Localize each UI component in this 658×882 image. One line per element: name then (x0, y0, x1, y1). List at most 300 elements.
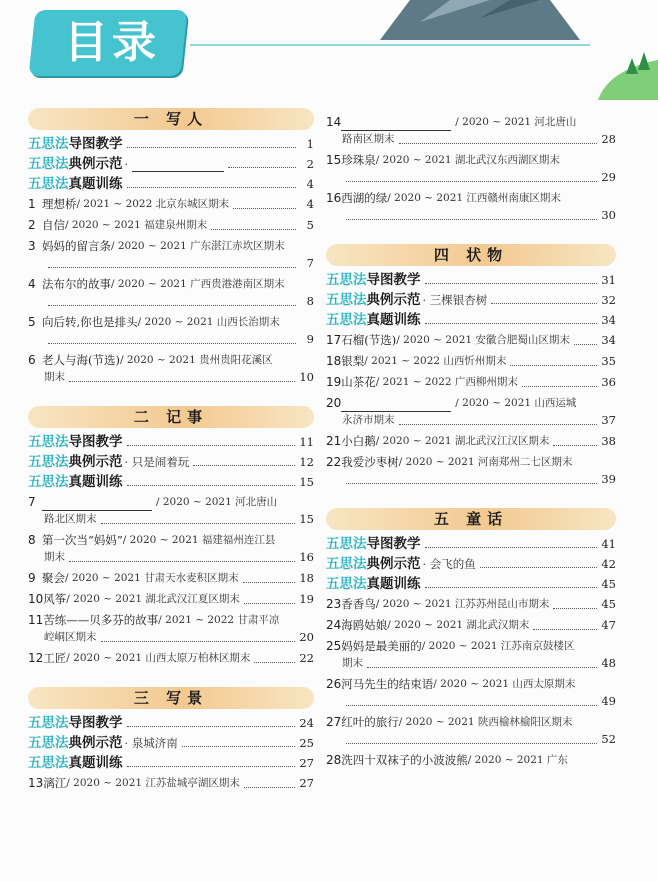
entry-source: / 2020 ~ 2021 湖北武汉江夏区期末 (66, 593, 240, 605)
toc-entry[interactable] (326, 431, 616, 452)
leader-dots (127, 766, 296, 767)
section-gap (326, 226, 616, 236)
toc-item-title: 典例示范 (366, 556, 421, 572)
entry-line (326, 617, 616, 634)
toc-entry[interactable] (28, 589, 314, 610)
brand-label: 五思法 (28, 755, 69, 771)
section-header: 一 写人 (28, 108, 314, 130)
entry-line (28, 549, 314, 566)
entry-line (326, 169, 616, 186)
tree-hill-illustration (598, 40, 658, 100)
entry-line (326, 731, 616, 748)
entry-number: 12 (28, 651, 44, 665)
leader-dots (101, 523, 296, 524)
entry-number: 11 (28, 613, 44, 627)
toc-item-title: 典例示范 (68, 156, 123, 172)
entry-number: 9 (28, 571, 36, 585)
brand-label: 五思法 (326, 556, 367, 572)
entry-line (28, 238, 314, 255)
mountain-illustration (380, 0, 580, 40)
entry-line (28, 196, 314, 213)
leader-dots (425, 283, 598, 284)
entry-line (28, 629, 314, 646)
entry-number: 3 (28, 239, 36, 253)
entry-line (28, 532, 314, 549)
toc-item[interactable] (326, 574, 616, 594)
toc-item-subtitle: · 泉城济南 (124, 736, 178, 750)
entry-line (28, 352, 314, 369)
toc-entry[interactable] (28, 215, 314, 236)
page-number: 38 (601, 434, 616, 448)
leader-dots (127, 726, 296, 727)
leader-dots (480, 567, 598, 568)
entry-title: 红叶的旅行 (341, 715, 399, 729)
brand-label: 五思法 (28, 735, 69, 751)
entry-source: / 2020 ~ 2021 湖北武汉江汉区期末 (375, 435, 550, 447)
leader-dots (346, 483, 597, 484)
toc-item-title: 真题训练 (68, 474, 123, 490)
brand-label: 五思法 (28, 474, 69, 490)
fill-blank-line (341, 399, 451, 412)
page-number: 30 (601, 208, 616, 222)
entry-line (326, 353, 616, 370)
leader-dots (244, 787, 295, 788)
leader-dots (193, 465, 295, 466)
leader-dots (254, 662, 295, 663)
toc-item[interactable] (28, 753, 314, 773)
entry-line (326, 454, 616, 471)
entry-line (28, 217, 314, 234)
entry-line (326, 395, 616, 412)
leader-dots (399, 143, 598, 144)
page-number: 20 (299, 630, 314, 644)
toc-entry[interactable] (28, 530, 314, 568)
entry-line (28, 511, 314, 528)
page-number: 42 (601, 557, 616, 571)
entry-line (28, 293, 314, 310)
toc-entry[interactable] (326, 372, 616, 393)
entry-source: / 2020 ~ 2021 河南郑州二七区期末 (398, 456, 573, 468)
entry-line (326, 471, 616, 488)
entry-line (326, 638, 616, 655)
entry-title: 珍珠泉 (341, 153, 376, 167)
page-number: 45 (601, 577, 616, 591)
entry-number: 8 (28, 533, 36, 547)
page-number: 39 (601, 472, 616, 486)
entry-line (326, 412, 616, 429)
leader-dots (182, 746, 296, 747)
toc-entry[interactable] (28, 773, 314, 794)
brand-label: 五思法 (326, 292, 367, 308)
entry-title: 洗四十双袜子的小波波熊 (341, 753, 468, 767)
entry-number: 6 (28, 353, 36, 367)
brand-label: 五思法 (326, 272, 367, 288)
leader-dots (346, 705, 597, 706)
section-header: 二 记事 (28, 406, 314, 428)
entry-line (326, 714, 616, 731)
toc-entry[interactable] (326, 112, 616, 150)
entry-source-continued: 永济市期末 (342, 414, 395, 426)
entry-title: 第一次当“妈妈” (42, 533, 123, 547)
leader-dots (425, 547, 598, 548)
entry-source: / 2020 ~ 2021 甘肃天水麦积区期末 (65, 572, 239, 584)
leader-dots (367, 667, 597, 668)
entry-line (326, 152, 616, 169)
entry-line (326, 374, 616, 391)
leader-dots (425, 587, 598, 588)
entry-title: 妈妈是最美丽的 (341, 639, 422, 653)
entry-source: / 2020 ~ 2021 江苏盐城亭湖区期末 (66, 777, 240, 789)
page-number: 25 (299, 736, 314, 750)
page-number: 32 (601, 293, 616, 307)
entry-source: / 2020 ~ 2021 山西太原期末 (433, 678, 576, 690)
page-number: 31 (601, 273, 616, 287)
entry-number: 21 (326, 434, 342, 448)
leader-dots (346, 743, 597, 744)
leader-dots (48, 267, 296, 268)
leader-dots (346, 219, 597, 220)
entry-title: 小白鹅 (341, 434, 376, 448)
toc-item-title: 真题训练 (68, 755, 123, 771)
toc-item[interactable] (326, 290, 616, 310)
brand-label: 五思法 (326, 576, 367, 592)
leader-dots (233, 208, 296, 209)
header-band (0, 0, 658, 96)
toc-item-subtitle: · 只是闹着玩 (124, 455, 190, 469)
entry-title: 西湖的绿 (341, 191, 388, 205)
leader-dots (533, 629, 597, 630)
toc-item[interactable] (28, 733, 314, 753)
leader-dots (574, 344, 597, 345)
toc-item[interactable] (28, 174, 314, 194)
toc-item[interactable] (28, 432, 314, 452)
page-number: 4 (306, 177, 314, 191)
toc-entry[interactable] (326, 750, 616, 771)
entry-number: 5 (28, 315, 36, 329)
entry-number: 18 (326, 354, 342, 368)
leader-dots (399, 424, 598, 425)
entry-title: 苦练——贝多芬的故事 (43, 613, 159, 627)
entry-source: / 2020 ~ 2021 山西太原万柏林区期末 (66, 652, 251, 664)
toc-entry[interactable] (28, 350, 314, 388)
toc-item-title: 导图教学 (366, 536, 421, 552)
toc-entry[interactable] (326, 712, 616, 750)
brand-label: 五思法 (28, 176, 69, 192)
page-number: 7 (306, 256, 314, 270)
entry-title: 自信 (42, 218, 65, 232)
leader-dots (127, 445, 296, 446)
entry-line (326, 676, 616, 693)
entry-source: / 2020 ~ 2021 福建泉州期末 (65, 219, 208, 231)
entry-source-continued: 崆峒区期末 (44, 631, 97, 643)
fill-blank-line (42, 498, 152, 511)
toc-item[interactable] (28, 472, 314, 492)
brand-label: 五思法 (28, 715, 69, 731)
page-number: 1 (306, 137, 314, 151)
brand-label: 五思法 (326, 312, 367, 328)
toc-entry[interactable] (326, 615, 616, 636)
page-number: 27 (299, 756, 314, 770)
entry-number: 19 (326, 375, 342, 389)
toc-item[interactable] (326, 554, 616, 574)
page-number: 12 (299, 455, 314, 469)
entry-number: 7 (28, 495, 36, 509)
entry-line (326, 332, 616, 349)
entry-number: 26 (326, 677, 342, 691)
page-number: 35 (601, 354, 616, 368)
page-number: 10 (299, 370, 314, 384)
page-number: 27 (299, 776, 314, 790)
entry-source: / 2020 ~ 2021 河北唐山 (455, 116, 577, 128)
toc-entry[interactable] (28, 194, 314, 215)
leader-dots (522, 386, 597, 387)
entry-line (326, 752, 616, 769)
entry-title: 山茶花 (341, 375, 376, 389)
toc-entry[interactable] (326, 594, 616, 615)
leader-dots (69, 381, 295, 382)
toc-entry[interactable] (326, 351, 616, 372)
entry-title: 香香鸟 (341, 597, 376, 611)
leader-dots (510, 365, 597, 366)
entry-number: 13 (28, 776, 44, 790)
entry-source: / 2020 ~ 2021 山西长治期末 (137, 316, 280, 328)
toc-entry[interactable] (326, 188, 616, 226)
toc-entry[interactable] (28, 610, 314, 648)
entry-title: 老人与海(节选) (42, 353, 120, 367)
section-gap (326, 490, 616, 500)
toc-entry[interactable] (28, 568, 314, 589)
entry-source: / 2020 ~ 2021 河北唐山 (156, 496, 278, 508)
entry-line (326, 131, 616, 148)
entry-source: / 2020 ~ 2021 江西赣州南康区期末 (387, 192, 561, 204)
toc-item-title: 导图教学 (68, 434, 123, 450)
entry-title: 聚会 (42, 571, 65, 585)
entry-line (28, 331, 314, 348)
entry-number: 25 (326, 639, 342, 653)
leader-dots (69, 561, 295, 562)
page-number: 9 (306, 332, 314, 346)
leader-dots (553, 445, 597, 446)
fill-blank-line (132, 159, 224, 172)
toc-entry[interactable] (326, 393, 616, 431)
section-gap (28, 388, 314, 398)
page-number: 4 (306, 197, 314, 211)
page-title: 目录 (64, 17, 160, 68)
leader-dots (228, 167, 296, 168)
entry-source: / 2020 ~ 2021 广东湛江赤坎区期末 (111, 240, 285, 252)
page-number: 18 (299, 571, 314, 585)
entry-source: / 2020 ~ 2021 江苏南京鼓楼区 (421, 640, 575, 652)
page-number: 48 (601, 656, 616, 670)
toc-entry[interactable] (326, 636, 616, 674)
entry-number: 16 (326, 191, 342, 205)
entry-source-continued: 期末 (342, 657, 363, 669)
toc-item-title: 导图教学 (68, 715, 123, 731)
page-number: 36 (601, 375, 616, 389)
toc-item-title: 导图教学 (68, 136, 123, 152)
toc-entry[interactable] (28, 274, 314, 312)
brand-label: 五思法 (28, 434, 69, 450)
page-number: 22 (299, 651, 314, 665)
leader-dots (243, 582, 296, 583)
entry-line (28, 591, 314, 608)
entry-number: 20 (326, 396, 342, 410)
section-header: 四 状物 (326, 244, 616, 266)
leader-dots (127, 485, 296, 486)
entry-source: / 2020 ~ 2021 安徽合肥蜀山区期末 (396, 334, 570, 346)
page-number: 41 (601, 537, 616, 551)
page-number: 16 (299, 550, 314, 564)
toc-item-subtitle: · (124, 157, 129, 171)
toc-item-title: 典例示范 (68, 735, 123, 751)
entry-title: 河马先生的结束语 (341, 677, 434, 691)
page-number: 45 (601, 597, 616, 611)
leader-dots (48, 343, 296, 344)
entry-title: 向后转,你也是排头 (42, 315, 138, 329)
fill-blank-line (341, 118, 451, 131)
entry-number: 1 (28, 197, 36, 211)
entry-title: 风筝 (43, 592, 67, 606)
page-number: 34 (601, 333, 616, 347)
entry-number: 22 (326, 455, 342, 469)
toc-entry[interactable] (28, 312, 314, 350)
entry-line (326, 693, 616, 710)
entry-line (28, 570, 314, 587)
toc-entry[interactable] (326, 150, 616, 188)
entry-line (28, 255, 314, 272)
entry-line (28, 775, 314, 792)
page-number: 37 (601, 413, 616, 427)
entry-line (28, 494, 314, 511)
entry-number: 17 (326, 333, 342, 347)
leader-dots (127, 187, 297, 188)
toc-item-title: 典例示范 (366, 292, 421, 308)
leader-dots (244, 603, 295, 604)
page-number: 34 (601, 313, 616, 327)
entry-title: 妈妈的留言条 (42, 239, 111, 253)
entry-source: / 2020 ~ 2021 陕西榆林榆阳区期末 (398, 716, 573, 728)
entry-line (28, 314, 314, 331)
entry-line (326, 655, 616, 672)
page-number: 8 (306, 294, 314, 308)
entry-line (28, 276, 314, 293)
page-number: 5 (306, 218, 314, 232)
entry-source: / 2020 ~ 2021 山西运城 (455, 397, 577, 409)
entry-title: 法布尔的故事 (42, 277, 111, 291)
page-number: 2 (306, 157, 314, 171)
toc-entry[interactable] (28, 236, 314, 274)
toc-entry[interactable] (326, 330, 616, 351)
entry-title: 银梨 (341, 354, 365, 368)
entry-source: / 2021 ~ 2022 广西柳州期末 (375, 376, 518, 388)
toc-item[interactable] (326, 534, 616, 554)
leader-dots (491, 303, 597, 304)
title-rule (190, 44, 590, 46)
toc-item-title: 真题训练 (68, 176, 123, 192)
toc-right-column (326, 112, 616, 771)
entry-line (28, 650, 314, 667)
leader-dots (425, 323, 598, 324)
entry-title: 工匠 (43, 651, 67, 665)
toc-entry[interactable] (28, 492, 314, 530)
entry-line (326, 114, 616, 131)
toc-item-title: 导图教学 (366, 272, 421, 288)
page-number: 29 (601, 170, 616, 184)
entry-number: 27 (326, 715, 342, 729)
toc-item[interactable] (28, 452, 314, 472)
entry-source: / 2020 ~ 2021 湖北武汉期末 (387, 619, 530, 631)
toc-item[interactable] (28, 713, 314, 733)
entry-number: 4 (28, 277, 36, 291)
entry-source: / 2020 ~ 2021 江苏苏州昆山市期末 (375, 598, 550, 610)
entry-source-continued: 路北区期末 (44, 513, 97, 525)
page-number: 15 (299, 475, 314, 489)
toc-entry[interactable] (326, 452, 616, 490)
entry-source: / 2021 ~ 2022 北京东城区期末 (76, 198, 230, 210)
page-number: 47 (601, 618, 616, 632)
leader-dots (346, 181, 597, 182)
toc-item[interactable] (326, 310, 616, 330)
page-number: 24 (299, 716, 314, 730)
entry-source: / 2020 ~ 2021 广东 (467, 754, 568, 766)
entry-source-continued: 期末 (44, 551, 65, 563)
entry-line (28, 612, 314, 629)
brand-label: 五思法 (28, 156, 69, 172)
entry-source: / 2021 ~ 2022 甘肃平凉 (158, 614, 280, 626)
page-number: 28 (601, 132, 616, 146)
entry-number: 2 (28, 218, 36, 232)
leader-dots (553, 608, 597, 609)
leader-dots (211, 229, 296, 230)
entry-number: 28 (326, 753, 342, 767)
toc-entry[interactable] (28, 648, 314, 669)
entry-source-continued: 期末 (44, 371, 65, 383)
entry-title: 海鸥姑娘 (341, 618, 388, 632)
entry-line (326, 433, 616, 450)
entry-source: / 2020 ~ 2021 贵州贵阳花溪区 (119, 354, 273, 366)
page-number: 11 (299, 435, 314, 449)
entry-line (326, 207, 616, 224)
toc-item[interactable] (326, 270, 616, 290)
leader-dots (48, 305, 296, 306)
entry-number: 10 (28, 592, 44, 606)
entry-source: / 2020 ~ 2021 广西贵港港南区期末 (111, 278, 285, 290)
brand-label: 五思法 (28, 136, 69, 152)
entry-source: / 2021 ~ 2022 山西忻州期末 (364, 355, 507, 367)
entry-line (326, 190, 616, 207)
page-number: 19 (299, 592, 314, 606)
entry-title: 理想桥 (42, 197, 77, 211)
entry-source: / 2020 ~ 2021 湖北武汉东西湖区期末 (375, 154, 560, 166)
toc-entry[interactable] (326, 674, 616, 712)
brand-label: 五思法 (326, 536, 367, 552)
entry-number: 23 (326, 597, 342, 611)
entry-number: 14 (326, 115, 342, 129)
page-number: 49 (601, 694, 616, 708)
toc-item-title: 典例示范 (68, 454, 123, 470)
section-header: 三 写景 (28, 687, 314, 709)
page-number: 15 (299, 512, 314, 526)
toc-item[interactable] (28, 154, 314, 174)
section-header: 五 童话 (326, 508, 616, 530)
entry-line (28, 369, 314, 386)
toc-left-column (28, 100, 314, 794)
toc-item[interactable] (28, 134, 314, 154)
page-number: 52 (601, 732, 616, 746)
entry-line (326, 596, 616, 613)
leader-dots (101, 641, 296, 642)
toc-item-title: 真题训练 (366, 576, 421, 592)
